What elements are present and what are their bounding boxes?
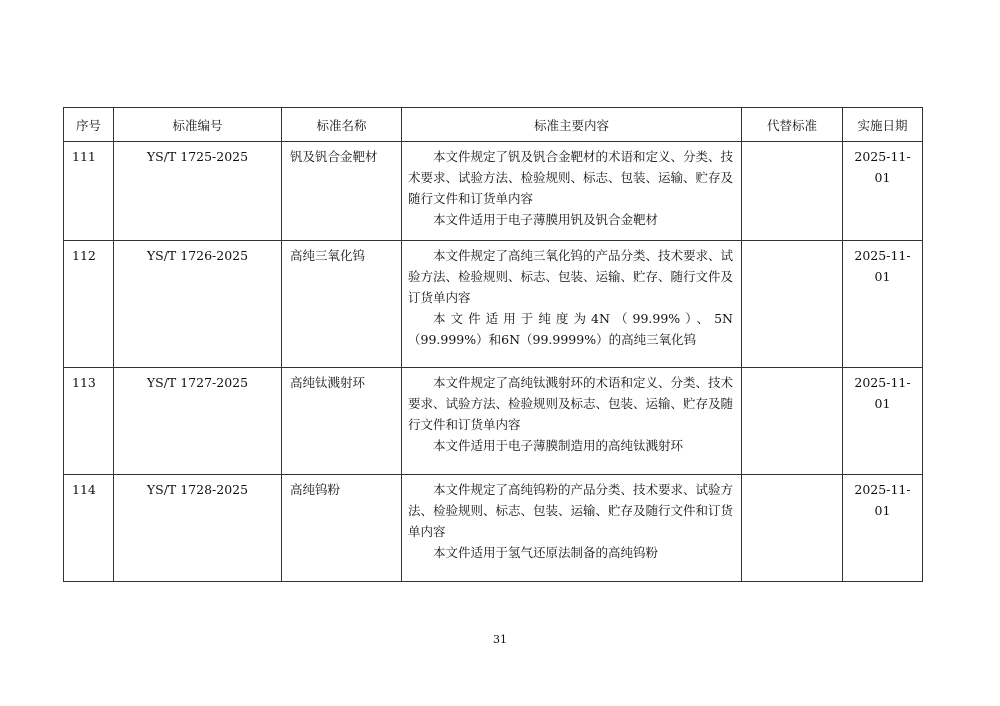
table-header-row: [64, 108, 923, 142]
row-no: 113: [72, 375, 96, 390]
content-applicability: 本文件适用于电子薄膜用钒及钒合金靶材: [433, 212, 659, 227]
row-name: 高纯钛溅射环: [290, 375, 366, 390]
table-row: [64, 368, 923, 475]
row-date: 2025-11-01: [854, 482, 911, 518]
row-code: YS/T 1725-2025: [146, 149, 249, 164]
row-date: 2025-11-01: [854, 248, 911, 284]
row-replaces: [742, 475, 842, 479]
row-content: [402, 475, 741, 563]
content-scope: 本文件规定了高纯钨粉的产品分类、技术要求、试验方法、检验规则、标志、包装、运输、贮存及随行文件和订货单内容: [408, 482, 734, 539]
row-name: 高纯钨粉: [290, 482, 341, 497]
header-content: 标准主要内容: [402, 108, 742, 142]
content-applicability: 本文件适用于氢气还原法制备的高纯钨粉: [433, 545, 659, 560]
content-scope: 本文件规定了高纯三氧化钨的产品分类、技术要求、试验方法、检验规则、标志、包装、运输、贮存、随行文件及订货单内容: [408, 248, 734, 305]
content-applicability: 本文件适用于电子薄膜制造用的高纯钛溅射环: [433, 438, 684, 453]
row-content: [402, 241, 741, 350]
row-no: 114: [72, 482, 96, 497]
row-code: YS/T 1727-2025: [146, 375, 249, 390]
header-no: 序号: [64, 108, 114, 142]
row-name: 钒及钒合金靶材: [290, 149, 378, 164]
row-content: [402, 368, 741, 456]
content-scope: 本文件规定了钒及钒合金靶材的术语和定义、分类、技术要求、试验方法、检验规则、标志、包装、运输、贮存及随行文件和订货单内容: [408, 149, 734, 206]
table-row: [64, 475, 923, 582]
table-row: [64, 142, 923, 241]
row-replaces: [742, 142, 842, 146]
row-name: 高纯三氧化钨: [290, 248, 366, 263]
row-replaces: [742, 368, 842, 372]
content-applicability: 本文件适用于纯度为4N（99.99%）、5N（99.999%）和6N（99.9999%）的高纯三氧化钨: [408, 311, 733, 347]
row-date: 2025-11-01: [854, 375, 911, 411]
header-date: 实施日期: [843, 108, 923, 142]
row-replaces: [742, 241, 842, 245]
row-date: 2025-11-01: [854, 149, 911, 185]
row-no: 111: [72, 149, 96, 164]
header-name: 标准名称: [282, 108, 402, 142]
row-content: [402, 142, 741, 230]
page-number: 31: [493, 633, 507, 646]
row-no: 112: [72, 248, 96, 263]
row-code: YS/T 1726-2025: [146, 248, 249, 263]
header-code: 标准编号: [114, 108, 282, 142]
table-row: [64, 241, 923, 368]
content-scope: 本文件规定了高纯钛溅射环的术语和定义、分类、技术要求、试验方法、检验规则及标志、包装、运输、贮存及随行文件和订货单内容: [408, 375, 734, 432]
header-replaces: 代替标准: [742, 108, 843, 142]
row-code: YS/T 1728-2025: [146, 482, 249, 497]
standards-table: [63, 107, 923, 582]
